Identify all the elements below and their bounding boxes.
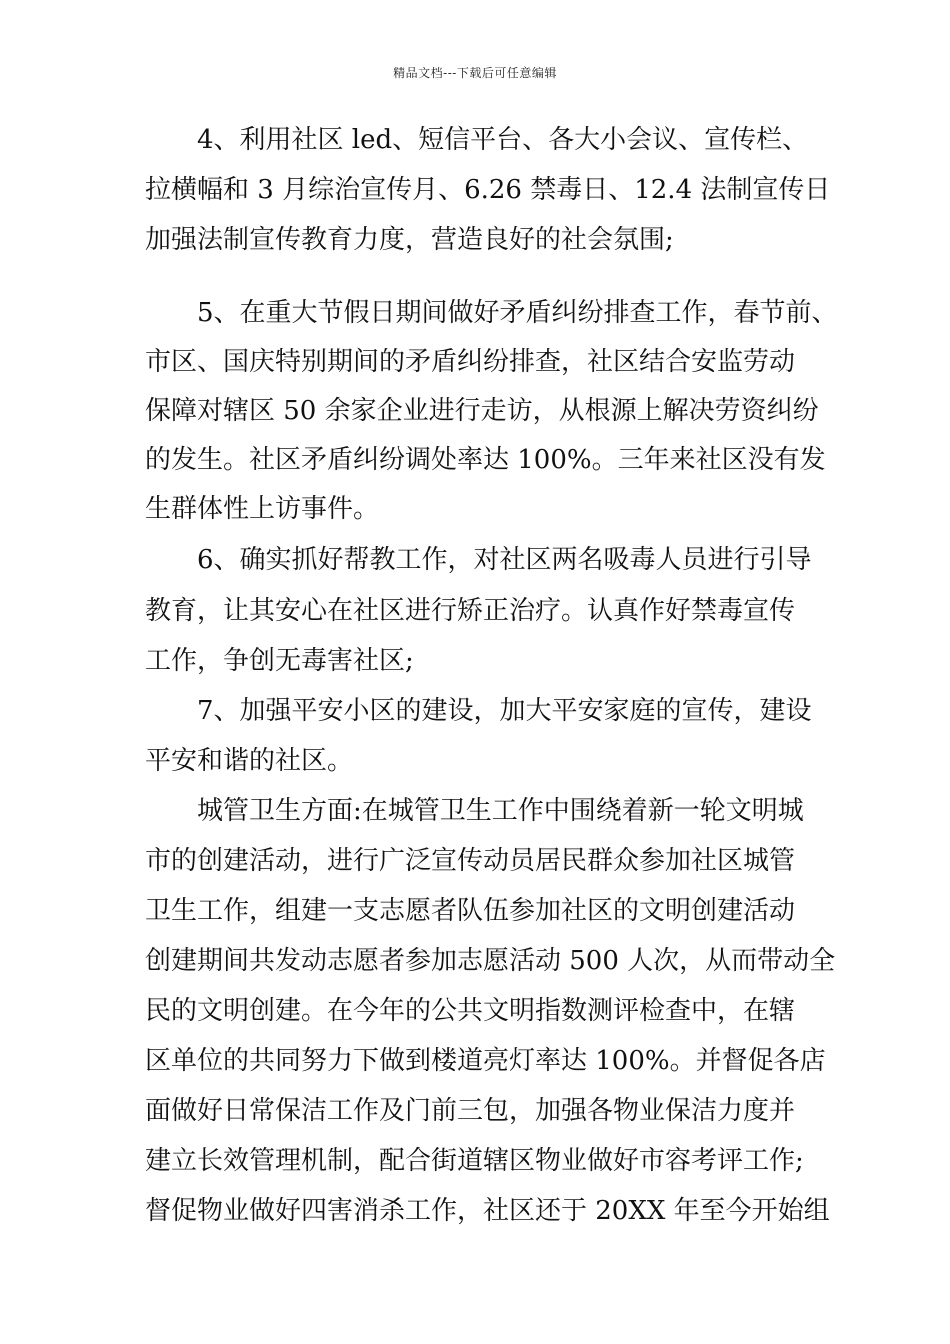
paragraph-line: 生群体性上访事件。 (145, 494, 380, 524)
paragraph-line: 创建期间共发动志愿者参加志愿活动 500 人次，从而带动全 (145, 946, 836, 976)
paragraph-line: 平安和谐的社区。 (145, 746, 354, 776)
paragraph-first-line: 城管卫生方面:在城管卫生工作中围绕着新一轮文明城 (197, 796, 804, 826)
paragraph-line: 市的创建活动，进行广泛宣传动员居民群众参加社区城管 (145, 846, 796, 876)
paragraph-line: 的发生。社区矛盾纠纷调处率达 100%。三年来社区没有发 (145, 445, 826, 475)
paragraph-line: 加强法制宣传教育力度，营造良好的社会氛围; (145, 225, 674, 255)
paragraph-line: 工作，争创无毒害社区; (145, 646, 414, 676)
paragraph-first-line: 5、在重大节假日期间做好矛盾纠纷排查工作，春节前、 (197, 298, 838, 328)
paragraph-first-line: 7、加强平安小区的建设，加大平安家庭的宣传，建设 (197, 696, 812, 726)
paragraph-line: 卫生工作，组建一支志愿者队伍参加社区的文明创建活动 (145, 896, 796, 926)
paragraph-line: 面做好日常保洁工作及门前三包，加强各物业保洁力度并 (145, 1096, 796, 1126)
paragraph-line: 拉横幅和 3 月综治宣传月、6.26 禁毒日、12.4 法制宣传日 (145, 175, 831, 205)
page-header: 精品文档---下载后可任意编辑 (393, 66, 557, 80)
paragraph-line: 督促物业做好四害消杀工作，社区还于 20XX 年至今开始组 (145, 1196, 830, 1226)
paragraph-line: 民的文明创建。在今年的公共文明指数测评检查中，在辖 (145, 996, 796, 1026)
paragraph-line: 区单位的共同努力下做到楼道亮灯率达 100%。并督促各店 (145, 1046, 826, 1076)
paragraph-line: 教育，让其安心在社区进行矫正治疗。认真作好禁毒宣传 (145, 596, 796, 626)
paragraph-line: 建立长效管理机制，配合街道辖区物业做好市容考评工作; (145, 1146, 804, 1176)
paragraph-first-line: 4、利用社区 led、短信平台、各大小会议、宣传栏、 (197, 125, 809, 155)
paragraph-line: 保障对辖区 50 余家企业进行走访，从根源上解决劳资纠纷 (145, 396, 819, 426)
paragraph-line: 市区、国庆特别期间的矛盾纠纷排查，社区结合安监劳动 (145, 347, 796, 377)
paragraph-first-line: 6、确实抓好帮教工作，对社区两名吸毒人员进行引导 (197, 545, 812, 575)
